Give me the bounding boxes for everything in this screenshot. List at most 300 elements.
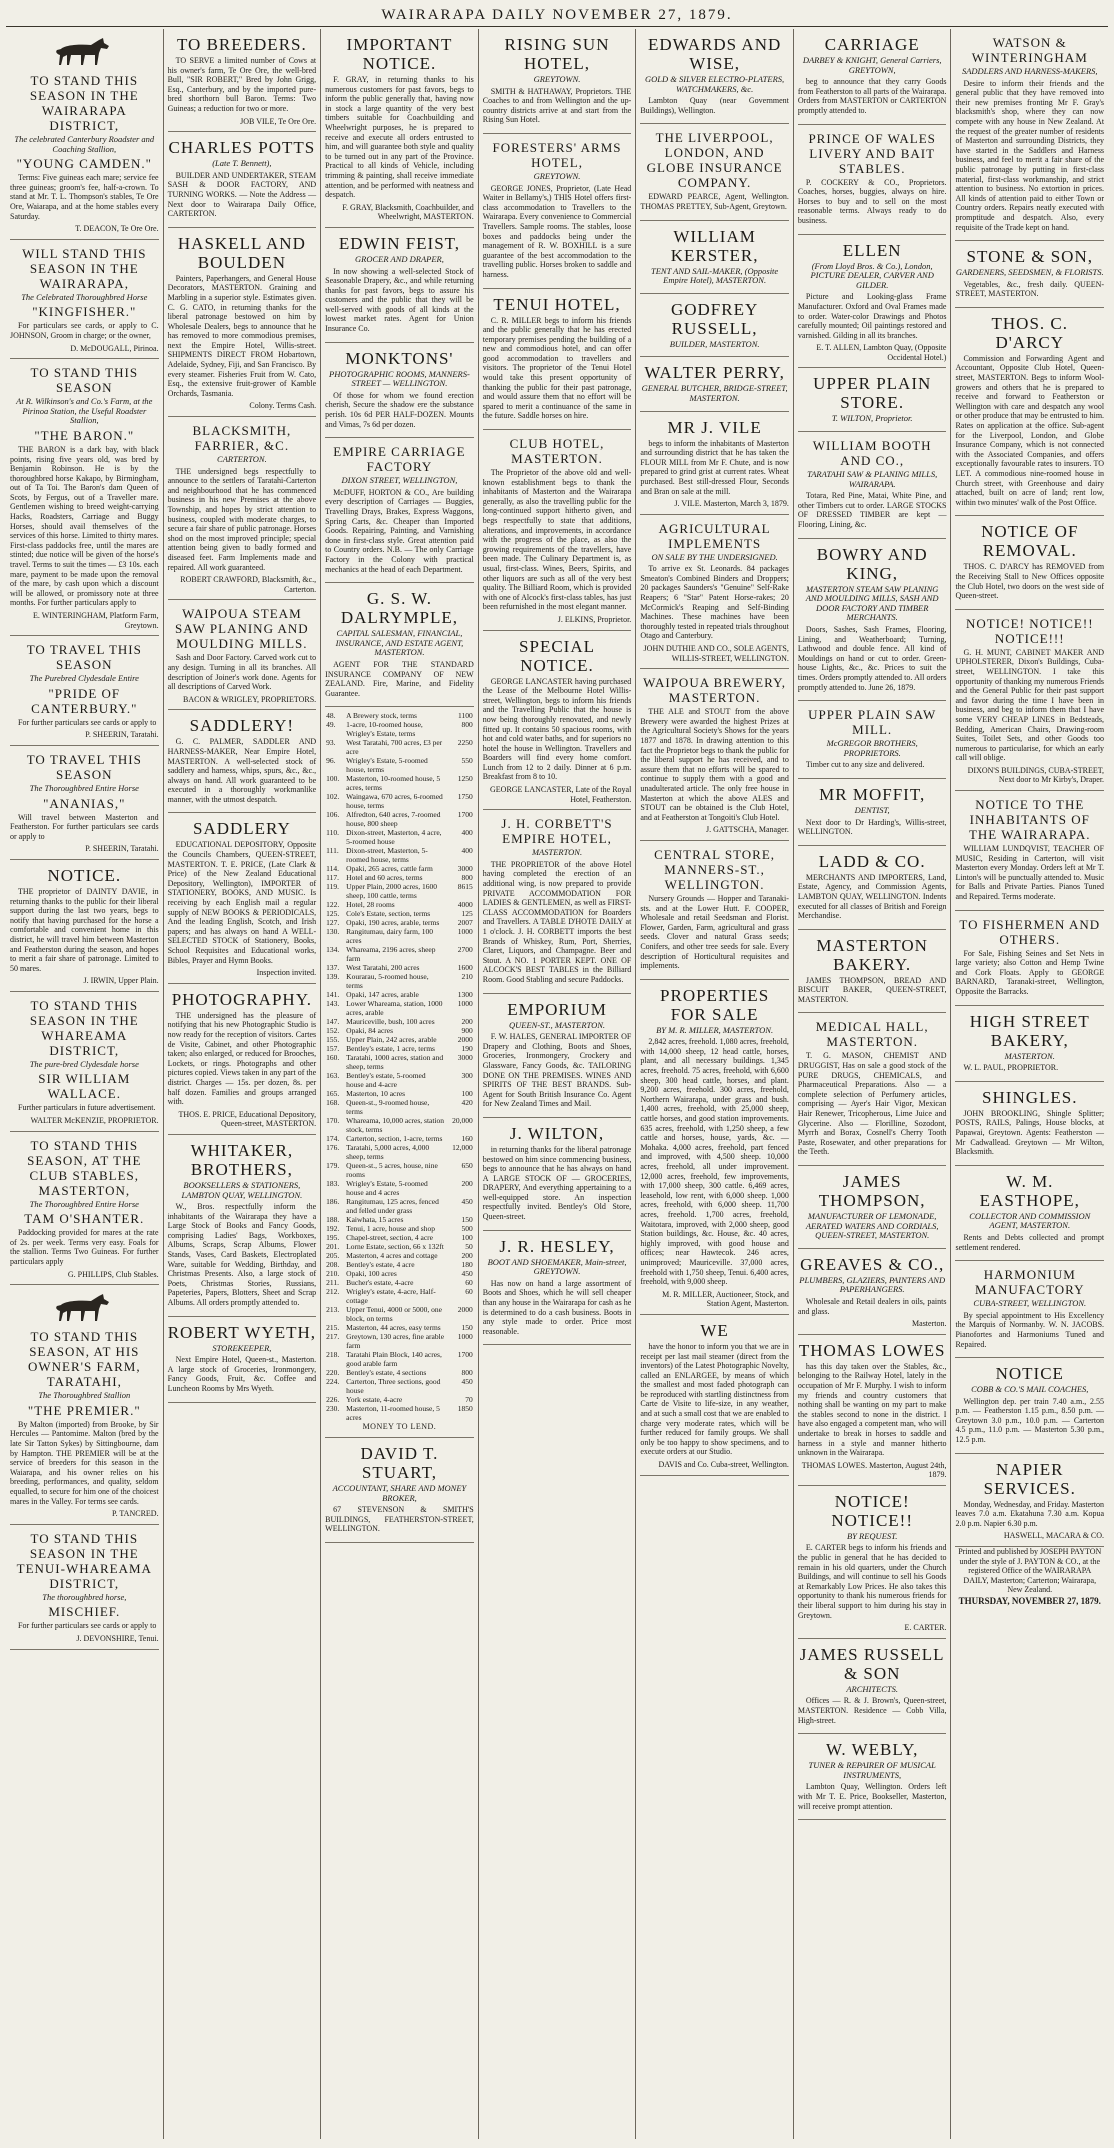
advertisement [10, 29, 159, 240]
advertisement [640, 412, 789, 515]
ad-subheading: GENERAL BUTCHER, BRIDGE-STREET, MASTERTON. [641, 383, 788, 403]
property-schedule-table [325, 711, 474, 1422]
ad-body-text: Has now on hand a large assortment of Boots and Shoes, which he will sell cheaper than any house in the Wairarapa for cash as he is determined to do a cash business. Boots in any style made to order. Price most reasonable. [482, 1278, 632, 1336]
ad-name: "KINGFISHER." [32, 304, 137, 320]
table-row [325, 1044, 474, 1053]
ad-subheading: SADDLERS AND HARNESS-MAKERS, [961, 66, 1098, 76]
ad-subheading: TUNER & REPAIRER OF MUSICAL INSTRUMENTS, [808, 1760, 936, 1780]
price-cell: 1750 [457, 792, 473, 802]
advertisement [168, 813, 317, 983]
advertisement [168, 228, 317, 417]
advertisement [798, 846, 947, 930]
advertisement [168, 132, 317, 228]
advertisement [798, 432, 947, 539]
columns [6, 29, 1108, 2139]
ad-body [10, 445, 159, 608]
ad-heading: W. M. EASTHOPE, [979, 1171, 1080, 1210]
ad-heading: NOTICE [995, 1364, 1064, 1384]
ad-body [955, 648, 1104, 763]
description-cell: Tenui, 1 acre, house and shop [346, 1224, 435, 1234]
description-cell: Kaiwhata, 15 acres [346, 1215, 404, 1225]
ad-heading: FORESTERS' ARMS HOTEL, [492, 139, 622, 170]
table-row [325, 1233, 474, 1242]
ad-heading: TO STAND THIS SEASON, AT THE CLUB STABLES, MASTERTON, [27, 1137, 142, 1198]
ad-body-text: Monday, Wednesday, and Friday. Masterton leaves 7.0 a.m. Ekatahuna 7.30 a.m. Kopua 2.0 p.m. Napier 6.30 p.m. [955, 1499, 1105, 1528]
table-row [325, 1116, 474, 1134]
ad-body [483, 316, 632, 422]
price-cell: 200 [461, 1017, 473, 1027]
price-cell: 20,000 [452, 1116, 473, 1126]
column-4 [479, 29, 637, 2139]
lot-number: 49. [326, 720, 336, 730]
ad-heading: BLACKSMITH, FARRIER, &C. [192, 423, 292, 454]
ad-body [955, 354, 1104, 508]
advertisement [798, 1486, 947, 1639]
advertisement [955, 911, 1104, 1006]
lot-number: 226. [326, 1395, 340, 1405]
ad-body-text: in returning thanks for the liberal patronage bestowed on him since commencing business, begs to announce that he has always on hand A LARGE STOCK OF — GROCERIES, DRAPERY, And everything appertaining to a well-equipped store. An inspection respectfully invited. Bentley's Old Store, Queen-street. [482, 1144, 632, 1222]
ad-heading: STONE & SON, [966, 247, 1093, 267]
description-cell: Taratahi, 1000 acres, station and sheep, terms [346, 1053, 444, 1072]
price-cell: 12,000 [452, 1143, 473, 1153]
lot-number: 157. [326, 1044, 340, 1054]
advertisement [325, 29, 474, 228]
ad-body-text: THE proprietor of DAINTY DAVIE, in returning thanks to the public for their liberal support during the last two years, begs to notify that having purchased for the horse a comfortable and convenient home in this district, he will travel him between Masterton and Featherston during the season, and hopes to merit a fair share of patronage. Limited to 50 mares. [10, 886, 159, 973]
ad-body [798, 491, 947, 529]
advertisement [483, 994, 632, 1118]
ad-body [955, 949, 1104, 997]
price-cell: 200 [461, 1251, 473, 1261]
ad-body-text: Paddocking provided for mares at the rate of 2s. per week. Terms very easy. Foals for the stallion. Terms Two Guineas. For further particulars apply [10, 1228, 159, 1267]
ad-body-text: G. C. PALMER, SADDLER AND HARNESS-MAKER, Near Empire Hotel, MASTERTON. A well-selected stock of saddlery and harness, whips, spurs, &c., &c., always on hand. All work guaranteed to be executed in a thoroughly workmanlike manner, with the utmost despatch. [167, 737, 317, 804]
advertisement [955, 516, 1104, 609]
ad-body [798, 873, 947, 921]
price-cell: 200 [461, 1179, 473, 1189]
ad-body [798, 625, 947, 692]
advertisement [955, 1082, 1104, 1166]
ad-body-text: Sash and Door Factory. Carved work cut to any design. Turning in all its branches. All description of Joiner's work done. Agents for all descriptions of Carved Work. [167, 653, 317, 692]
price-cell: 4000 [457, 900, 473, 910]
ad-heading: CHARLES POTTS [168, 138, 316, 158]
price-cell: 3000 [457, 864, 473, 874]
description-cell: Masterton, 10-roomed house, 5 acres, terms [346, 774, 441, 793]
table-row [325, 1179, 474, 1197]
table-row [325, 1026, 474, 1035]
ad-signature: J. IRWIN, Upper Plain. [83, 976, 159, 986]
ad-heading: SPECIAL NOTICE. [519, 636, 595, 675]
ad-body-text: P. COCKERY & CO., Proprietors. Coaches, horses, buggies, always on hire. Horses to buy and to sell on the most reasonable terms. Always ready to do business. [797, 177, 947, 225]
ad-heading: EDWIN FEIST, [338, 233, 461, 253]
ad-body-text: Nursery Grounds — Hopper and Taranaki-sts. and at the Lower Hutt. F. COOPER, Wholesale and retail Seedsman and Florist. Flower, Garden, Farm, agricultural and grass seeds. Clover and natural Grass seeds; Conifers, and other tree seeds for sale. Every description of Horticultural requisites and implements. [640, 893, 789, 971]
ad-body-text: To arrive ex St. Leonards. 84 packages Smeaton's Combined Binders and Droppers; 20 packages Saunders's "Genuine" Self-Rake Reapers; 6 "Star" Patent Horse-rakes; 20 McCormick's Reaping and Self-Binding Machines. These machines have been thoroughly tested in repeated trials throughout Otago and Canterbury. [640, 564, 789, 641]
ad-body-text: Of those for whom we found erection cherish, Secure the shadow ere the substance perish. 10s 6d PER HALF-DOZEN. Mounts and Vimas, 7s 6d per dozen. [325, 390, 474, 429]
description-cell: Cole's Estate, section, terms [346, 909, 431, 919]
column-5 [636, 29, 794, 2139]
ad-subheading: BOOKSELLERS & STATIONERS, LAMBTON QUAY, WELLINGTON. [181, 1179, 303, 1200]
price-cell: 50 [465, 1242, 473, 1252]
ad-name: "ANANIAS," [43, 795, 126, 811]
ad-subheading: The Purebred Clydesdale Entire [29, 673, 139, 684]
description-cell: Opaki, 265 acres, cattle farm [346, 864, 433, 874]
advertisement [798, 29, 947, 125]
lot-number: 192. [326, 1224, 340, 1234]
issue-date: THURSDAY, NOVEMBER 27, 1879. [958, 1596, 1101, 1606]
advertisement [640, 669, 789, 841]
ad-heading: J. WILTON, [509, 1123, 605, 1143]
ad-heading: AGRICULTURAL IMPLEMENTS [658, 520, 771, 551]
lot-number: 163. [326, 1071, 340, 1081]
ad-body-text: For further particulars see cards or apply to [18, 1621, 157, 1631]
ad-body-text: T. G. MASON, CHEMIST AND DRUGGIST, Has on sale a good stock of the PURE DRUGS, CHEMICALS, and Pharmaceutical Preparations. Also — a complete selection of Perfumery articles, comprising — Ayer's Hair Vigor, Mexican Hair Renewer, Tricopherous, Lime Juice and Glycerine. Also — Florilline, Sozodont, Myrrh and Borax, Cosnell's Cherry Tooth Paste, Rosewater, and other preparations for the Teeth. [797, 1051, 947, 1157]
lot-number: 134. [326, 945, 340, 955]
ad-body [168, 56, 317, 114]
ad-heading: GODFREY RUSSELL, [670, 299, 759, 338]
advertisement [640, 29, 789, 124]
lot-number: 168. [326, 1098, 340, 1108]
ad-body [168, 1202, 317, 1308]
ad-body-text: Next door to Dr Harding's, Willis-street, WELLINGTON. [797, 817, 947, 837]
advertisement [798, 125, 947, 235]
ad-body-text: Next Empire Hotel, Queen-st., Masterton. A large stock of Groceries, Ironmongery, Fancy Goods, Fruit, &c. Coffee and Luncheon Rooms by Mrs Wyeth. [167, 1355, 317, 1393]
ad-heading: EMPIRE CARRIAGE FACTORY [333, 444, 466, 475]
table-row [325, 720, 474, 738]
description-cell: Hotel, 28 rooms [346, 900, 395, 910]
ad-body [955, 844, 1104, 902]
masthead: WAIRARAPA DAILY NOVEMBER 27, 1879. [6, 4, 1108, 27]
description-cell: Whareama, 10,000 acres, station stock, terms [346, 1116, 445, 1135]
ad-subheading: MASTERTON. [531, 847, 583, 858]
price-cell: 900 [461, 1026, 473, 1036]
advertisement [798, 1639, 947, 1734]
lot-number: 114. [326, 864, 340, 874]
advertisement [10, 240, 159, 359]
price-cell: 1600 [457, 963, 473, 973]
ad-heading: TO FISHERMEN AND OTHERS. [959, 916, 1101, 947]
ad-heading: WILLIAM KERSTER, [670, 226, 759, 265]
column-2 [164, 29, 322, 2139]
description-cell: Rangitumau, dairy farm, 100 acres [346, 927, 434, 946]
ad-subheading: T. WILTON, Proprietor. [831, 413, 913, 424]
lot-number: 125. [326, 909, 340, 919]
price-cell: 300 [461, 1071, 473, 1081]
ad-signature: P. SHEERIN, Taratahi. [85, 730, 159, 740]
ad-subheading: BY M. R. MILLER, MASTERTON. [656, 1024, 774, 1035]
description-cell: Carterton, Three sections, good house [346, 1377, 441, 1396]
ad-body-text: THE PROPRIETOR of the above Hotel having completed the erection of an additional wing, is now prepared to provide PRIVATE ACCOMMODATION FOR LADIES & GENTLEMEN, as well as FIRST-CLASS ACCOMMODATION for Boarders and Travellers. A TABLE D'HOTE DAILY at 1 o'clock. J. H. CORBETT imports the best Brands of Whiskey, Rum, Port, Sherries, Claret, Liquors, and Champagne. Beer and Stout. A NO. 1 PORTER KEPT. ONE OF ALCOCK'S BEST TABLES in the Billiard Room. Good Stabling and secure Paddocks. [482, 859, 632, 984]
ad-body-text: E. CARTER begs to inform his friends and the public in general that he has decided to remain in his old quarters, under the Church Buildings, and will continue to sell his Goods at Remarkably Low Prices. He also takes this opportunity to thank his numerous friends for their liberal support to him during his stay in Greytown. [797, 1543, 947, 1620]
advertisement [640, 980, 789, 1315]
advertisement [798, 1335, 947, 1486]
price-cell: 650 [461, 1161, 473, 1171]
ad-name: MISCHIEF. [48, 1604, 121, 1620]
ad-subheading: ON SALE BY THE UNDERSIGNED. [651, 551, 778, 562]
price-cell: 450 [461, 1197, 473, 1207]
advertisement [483, 1231, 632, 1346]
ad-heading: WHITAKER, BROTHERS, [190, 1140, 294, 1179]
ad-body [483, 1279, 632, 1337]
advertisement [483, 134, 632, 289]
ad-heading: JAMES THOMPSON, [818, 1172, 926, 1210]
table-row [325, 1251, 474, 1260]
description-cell: Opaki, 190 acres, arable, terms [346, 918, 440, 928]
ad-heading: CLUB HOTEL, MASTERTON. [509, 436, 605, 467]
lot-number: 218. [326, 1350, 340, 1360]
ad-body [798, 1297, 947, 1316]
lot-number: 141. [326, 990, 340, 1000]
price-cell: 450 [461, 1377, 473, 1387]
ad-body-text: Lambton Quay, Wellington. Orders left with Mr T. E. Price, Bookseller, Masterton, will receive prompt attention. [797, 1782, 947, 1811]
ad-body [325, 391, 474, 429]
price-cell: 100 [461, 1233, 473, 1243]
ad-heading: NOTICE. [47, 865, 122, 885]
advertisement [10, 636, 159, 746]
lot-number: 102. [326, 792, 340, 802]
lot-number: 127. [326, 918, 340, 928]
ad-body [325, 488, 474, 574]
schedule-footer: MONEY TO LEND. [362, 1422, 437, 1432]
description-cell: Greytown, 130 acres, fine arable farm [346, 1332, 445, 1351]
table-row [325, 1305, 474, 1323]
ad-body [10, 718, 159, 728]
price-cell: 500 [461, 1224, 473, 1234]
table-row [325, 1332, 474, 1350]
advertisement [483, 29, 632, 134]
ad-heading: IMPORTANT NOTICE. [346, 35, 453, 73]
advertisement [640, 1315, 789, 1476]
ad-signature: DIXON'S BUILDINGS, CUBA-STREET, Next door to Mr Kirby's, Draper. [967, 765, 1105, 785]
ad-heading: ROBERT WYETH, [167, 1322, 317, 1342]
lot-number: 208. [326, 1260, 340, 1270]
table-row [325, 1287, 474, 1305]
ad-body-text: Doors, Sashes, Sash Frames, Flooring, Lining, and Weatherboard; Turning, Lathwood and double fence. All kind of Mouldings on hand or cut to order. Green-house Lights, &c., &c. Prices to suit the times. Orders promptly attended to. All orders promptly attended to. June 26, 1879. [797, 625, 947, 692]
ad-heading: TO STAND THIS SEASON IN THE WAIRARAPA DISTRICT, [29, 73, 139, 133]
description-cell: Dixon-street, Masterton, 4 acre, 5-roomed house [346, 828, 442, 847]
lot-number: 212. [326, 1287, 340, 1297]
ad-body [798, 1543, 947, 1620]
ad-body [955, 280, 1104, 299]
ad-body-text: The Proprietor of the above old and well-known establishment begs to thank the inhabitants of Masterton and the Wairarapa generally, as also the travelling public for the long-continued support hitherto given, and begs respectfully to state that additions, alterations, and improvements, in accordance with the progress of the place, as also the growing requirements of the travellers, have been made. The Culinary Department is, as usual, first-class. Wines, Beers, Spirits, and other liquors are such as all of the very best quality. The Billiard Room, which is provided with one of Alcock's first-class tables, has just been refurnished in the most elegant manner. [482, 468, 632, 612]
ad-heading: UPPER PLAIN STORE. [813, 374, 932, 413]
ad-subheading: CUBA-STREET, WELLINGTON. [973, 1298, 1087, 1309]
description-cell: Upper Plain, 242 acres, arable [346, 1035, 437, 1045]
ad-heading: NOTICE! NOTICE!! [831, 1491, 913, 1530]
ad-body-text: Timber cut to any size and delivered. [805, 760, 925, 770]
ad-subheading: MASTERTON. [1004, 1050, 1055, 1061]
advertisement [798, 1249, 947, 1335]
ad-heading: NOTICE OF REMOVAL. [981, 522, 1079, 561]
ad-subheading: TARATAHI SAW & PLANING MILLS, WAIRARAPA. [807, 469, 938, 489]
lot-number: 201. [326, 1242, 340, 1252]
horse-engraving-icon [49, 35, 119, 69]
price-cell: 160 [461, 1134, 473, 1144]
lot-number: 213. [326, 1305, 340, 1315]
ad-heading: MASTERTON BAKERY. [816, 935, 928, 974]
advertisement [10, 359, 159, 636]
ad-body-text: has this day taken over the Stables, &c., belonging to the Railway Hotel, lately in the occupation of Mr F. Murphy. I wish to inform my friends and country customers that nothing shall be wanting on my part to make the stables second to none in the district. I have also engaged a competent man, who will undertake to break in horses to saddle and harness in a style and manner hitherto unknown in the Wairarapa. [797, 1361, 947, 1458]
ad-body [483, 184, 632, 280]
ad-heading: UPPER PLAIN SAW MILL. [808, 707, 937, 738]
price-cell: 180 [461, 1260, 473, 1270]
price-cell: 150 [461, 1323, 473, 1333]
table-row [325, 1368, 474, 1377]
ad-body-text: 67 STEVENSON & SMITH'S BUILDINGS, FEATHERSTON-STREET, WELLINGTON. [325, 1505, 474, 1534]
advertisement [10, 1132, 159, 1286]
ad-body [10, 887, 159, 973]
table-row [325, 1053, 474, 1071]
ad-heading: NAPIER SERVICES. [983, 1459, 1076, 1498]
ad-body-text: Picture and Looking-glass Frame Manufacturer. Oxford and Oval Frames made to order. Water-color Drawings and Photos carefully mounted; Oil paintings restored and varnished. Gilding in all its branches. [797, 292, 947, 340]
ad-body [640, 192, 789, 211]
ad-body [798, 178, 947, 226]
ad-name: "YOUNG CAMDEN." [16, 156, 152, 172]
price-cell: 2007 [457, 918, 473, 928]
ad-body-text: F. W. HALES, GENERAL IMPORTER OF Drapery and Clothing, Boots and Shoes, Groceries, Ironmongery, Crockery and Glassware, Fancy Goods, &c. TAILORING DONE ON THE PREMISES. WINES AND SPIRITS OF THE BEST BRANDS. Sub-Agent for South British Insurance Co. Agent for New Zealand Times and Mail. [482, 1032, 632, 1109]
ad-heading: SADDLERY [193, 819, 291, 839]
advertisement [483, 1118, 632, 1231]
ad-body-text: For further particulars see cards or apply to [18, 717, 157, 727]
ad-body-text: EDWARD PEARCE, Agent, Wellington. THOMAS PRETTEY, Sub-Agent, Greytown. [640, 192, 789, 211]
ad-body [483, 468, 632, 612]
ad-heading: J. H. CORBETT'S EMPIRE HOTEL, [501, 816, 613, 847]
horse-engraving-icon [49, 1291, 119, 1325]
ad-signature: BACON & WRIGLEY, PROPRIETORS. [183, 694, 317, 704]
ad-subheading: The pure-bred Clydesdale horse [29, 1058, 139, 1069]
ad-name: "THE BARON." [34, 427, 135, 443]
advertisement [955, 610, 1104, 791]
ad-body-text: THOS. C. D'ARCY has REMOVED from the Receiving Stall to New Offices opposite the Club Hotel, two doors on the west side of Queen-street. [955, 562, 1105, 601]
lot-number: 205. [326, 1251, 340, 1261]
ad-subheading: ARCHITECTS. [846, 1683, 899, 1694]
ad-subheading: GOLD & SILVER ELECTRO-PLATERS, WATCHMAKERS, &c. [645, 74, 785, 94]
price-cell: 190 [461, 1044, 473, 1054]
advertisement [10, 746, 159, 860]
ad-body [955, 79, 1104, 233]
table-row [325, 1098, 474, 1116]
advertisement [955, 1358, 1104, 1454]
ad-body-text: GEORGE LANCASTER having purchased the Lease of the Melbourne Hotel Willis-street, Wellington, begs to inform his friends and the Travelling Public that the house is now being thoroughly renovated, and newly fitted up. It contains 50 spacious rooms, with hot and cold water baths, and for superiors no hotel the house in Wellington. Travellers and Boarders will find every home comfort. Lunch from 12 to 2 daily. Dinner at 6 p.m. Breakfast from 8 to 10. [482, 676, 632, 782]
advertisement [325, 707, 474, 1438]
price-cell: 800 [461, 720, 473, 730]
ad-heading: TO STAND THIS SEASON IN THE TENUI-WHAREAMA DISTRICT, [16, 1530, 152, 1591]
ad-signature: GEORGE LANCASTER, Late of the Royal Hotel, Featherston. [490, 785, 632, 804]
ad-body-text: SMITH & HATHAWAY, Proprietors. THE Coaches to and from Wellington and the up-country districts arrive at and start from the Rising Sun Hotel. [482, 86, 632, 125]
ad-body [640, 707, 789, 822]
table-row [325, 873, 474, 882]
ad-subheading: BUILDER, MASTERTON. [669, 338, 760, 349]
description-cell: Opaki, 84 acres [346, 1026, 394, 1036]
ad-body-text: JOHN BROOKLING, Shingle Splitter; POSTS, RAILS, Palings, House blocks, at Papawai, Greytown. Agents: Featherston — Mr Cadwallead. Greytown — Mr Wilton, Blacksmith. [955, 1108, 1105, 1157]
ad-heading: NOTICE TO THE INHABITANTS OF THE WAIRARAPA. [968, 797, 1091, 843]
ad-body [640, 564, 789, 641]
table-row [325, 1197, 474, 1215]
ad-subheading: MASTERTON STEAM SAW PLANING AND MOULDING MILLS, SASH AND DOOR FACTORY AND TIMBER MERCHANTS. [805, 583, 939, 623]
ad-subheading: The celebrated Canterbury Roadster and Coaching Stallion, [14, 134, 155, 154]
advertisement [168, 600, 317, 710]
ad-body-text: GEORGE JONES, Proprietor, (Late Head Waiter in Bellamy's,) THIS Hotel offers first-class accommodation to Travellers to the Wairarapa. Every convenience to Commercial Travellers. Sample rooms. The stables, loose boxes and paddocks being under the management of R. W. BOXHILL is a sure guarantee of the best accommodation to the travelling public. Horses broken to saddle and harness. [482, 183, 632, 279]
table-row [325, 1350, 474, 1368]
lot-number: 183. [326, 1179, 340, 1189]
price-cell: 550 [461, 756, 473, 766]
price-cell: 60 [465, 1278, 473, 1288]
price-cell: 60 [465, 1287, 473, 1297]
lot-number: 160. [326, 1053, 340, 1063]
ad-subheading: GREYTOWN. [533, 170, 581, 181]
ad-body [168, 737, 317, 804]
ad-body [955, 1311, 1104, 1349]
ad-signature: JOHN DUTHIE AND CO., SOLE AGENTS, WILLIS-STREET, WELLINGTON. [643, 644, 789, 663]
ad-heading: EMPORIUM [507, 999, 607, 1019]
ad-heading: THOMAS LOWES [798, 1340, 946, 1360]
ad-body-text: W. L. PAUL, PROPRIETOR. [963, 1063, 1059, 1073]
description-cell: West Taratahi, 200 acres [346, 963, 420, 973]
table-row [325, 900, 474, 909]
ad-signature: J. GATTSCHA, Manager. [706, 825, 789, 835]
lot-number: 210. [326, 1269, 340, 1279]
advertisement [325, 1438, 474, 1543]
ad-subheading: ACCOUNTANT, SHARE AND MONEY BROKER, [332, 1482, 467, 1503]
price-cell: 150 [461, 1215, 473, 1225]
advertisement [325, 438, 474, 583]
ad-heading: CARRIAGE [824, 35, 920, 54]
ad-body-text: Wellington dep. per train 7.40 a.m., 2.55 p.m. — Featherston 1.15 p.m., 8.50 p.m. — Greytown 3.0 p.m., 10.0 p.m. — Carterton 4.5 p.m., 11.0 p.m. — Masterton 5.30 p.m., 12.5 p.m. [955, 1396, 1105, 1445]
ad-subheading: GROCER AND DRAPER, [355, 253, 444, 264]
ad-subheading: CARTERTON. [217, 454, 267, 465]
ad-heading: NOTICE! NOTICE!! NOTICE!!! [965, 615, 1094, 646]
ad-body [168, 467, 317, 573]
column-7 [951, 29, 1108, 2139]
ad-subheading: (Late T. Bennett), [212, 158, 272, 169]
ad-body [168, 1355, 317, 1393]
table-row [325, 810, 474, 828]
table-row [325, 972, 474, 990]
table-row [325, 909, 474, 918]
ad-subheading: McGREGOR BROTHERS, PROPRIETORS. [826, 738, 918, 758]
ad-body [640, 96, 789, 115]
ad-signature: J. DEVONSHIRE, Tenui. [76, 1633, 159, 1643]
advertisement [798, 701, 947, 779]
description-cell: Lorne Estate, section, 66 x 132ft [346, 1242, 444, 1252]
ad-body-text: BUILDER AND UNDERTAKER, STEAM SASH & DOOR FACTORY, AND TURNING WORKS. — Note the Address — Next door to Wairarapa Daily Office, CARTERTON. [167, 170, 317, 219]
ad-body [798, 292, 947, 340]
ad-signature: J. ELKINS, Proprietor. [557, 614, 632, 624]
advertisement [640, 515, 789, 670]
ad-signature: P. SHEERIN, Taratahi. [85, 844, 159, 854]
advertisement [955, 791, 1104, 911]
advertisement [798, 1166, 947, 1249]
ad-heading: EDWARDS AND WISE, [647, 35, 782, 73]
ad-body [168, 171, 317, 219]
ad-body-text: F. GRAY, in returning thanks to his numerous customers for past favors, begs to inform the public generally that, having now in stock a large quantity of the very best timbers suitable for Coachbuilding and Wheelwright purposes, he is prepared to receive and execute all orders entrusted to him, and will guarantee both style and quality to be turned out in any part of the Province. Practical to all kinds of Vehicle, including trimming & painting, shall receive immediate attention, and be performed with neatness and despatch. [325, 75, 474, 200]
ad-body [483, 1145, 632, 1222]
ad-subheading: PHOTOGRAPHIC ROOMS, MANNERS-STREET — WELLINGTON. [329, 368, 470, 389]
ad-body-text: Commission and Forwarding Agent and Accountant, Opposite Club Hotel, Queen-street, MASTERTON. Begs to inform Wool-growers and others that he is prepared to receive and forward to Featherston or Wellington with care and despatch any wool or other produce that may be entrusted to him. Rates on application at the office. Sub-agent for the Liverpool, London, and Globe Insurance Company, which is not connected with the Associated Companies, and offers exceptionally favourable rates to insurers. TO LET. A commodious nine-roomed house in Church street, with Greenhouse and dairy attached, built on acre of land; rent low, within two minutes' walk of the Post Office. [955, 353, 1105, 507]
ad-body-text: THE undersigned has the pleasure of notifying that his new Photographic Studio is now ready for the reception of visitors. Cartes de Visite, Cabinet, and other Photographic taken; also enlarged, or reduced for Brooches, Lockets, or rings. Photographs and other pictures copied. Views taken in any part of the district. Charges — 15s. per dozen, 8s. per half dozen. Families and groups arranged with. [167, 1010, 317, 1107]
lot-number: 110. [326, 828, 340, 838]
ad-body-text: C. R. MILLER begs to inform his friends and the public generally that he has erected temporary premises pending the building of a new and commodious hotel, and can offer good accommodation to travellers and visitors. The proprietor of the Tenui Hotel would take this present opportunity of thanking the public for their past patronage, and would assure them that no effort will be spared to merit a continuance of the same in the future. Saddle horses on hire. [482, 315, 632, 421]
ad-body [955, 1500, 1104, 1529]
column-3 [321, 29, 479, 2139]
ad-heading: TO STAND THIS SEASON, AT HIS OWNER'S FARM, TARATAHI, [27, 1329, 141, 1390]
table-row [325, 1395, 474, 1404]
ad-body [10, 173, 159, 221]
ad-heading: TO TRAVEL THIS SEASON [26, 642, 142, 673]
description-cell: Taratahi, 5,000 acres, 4,000 sheep, terms [346, 1143, 430, 1162]
price-cell: 1250 [457, 774, 473, 784]
ad-body [168, 274, 317, 399]
ad-subheading: The Thoroughbred Entire Horse [29, 782, 139, 793]
price-cell: 2000 [457, 1305, 473, 1315]
ad-body [168, 840, 317, 965]
